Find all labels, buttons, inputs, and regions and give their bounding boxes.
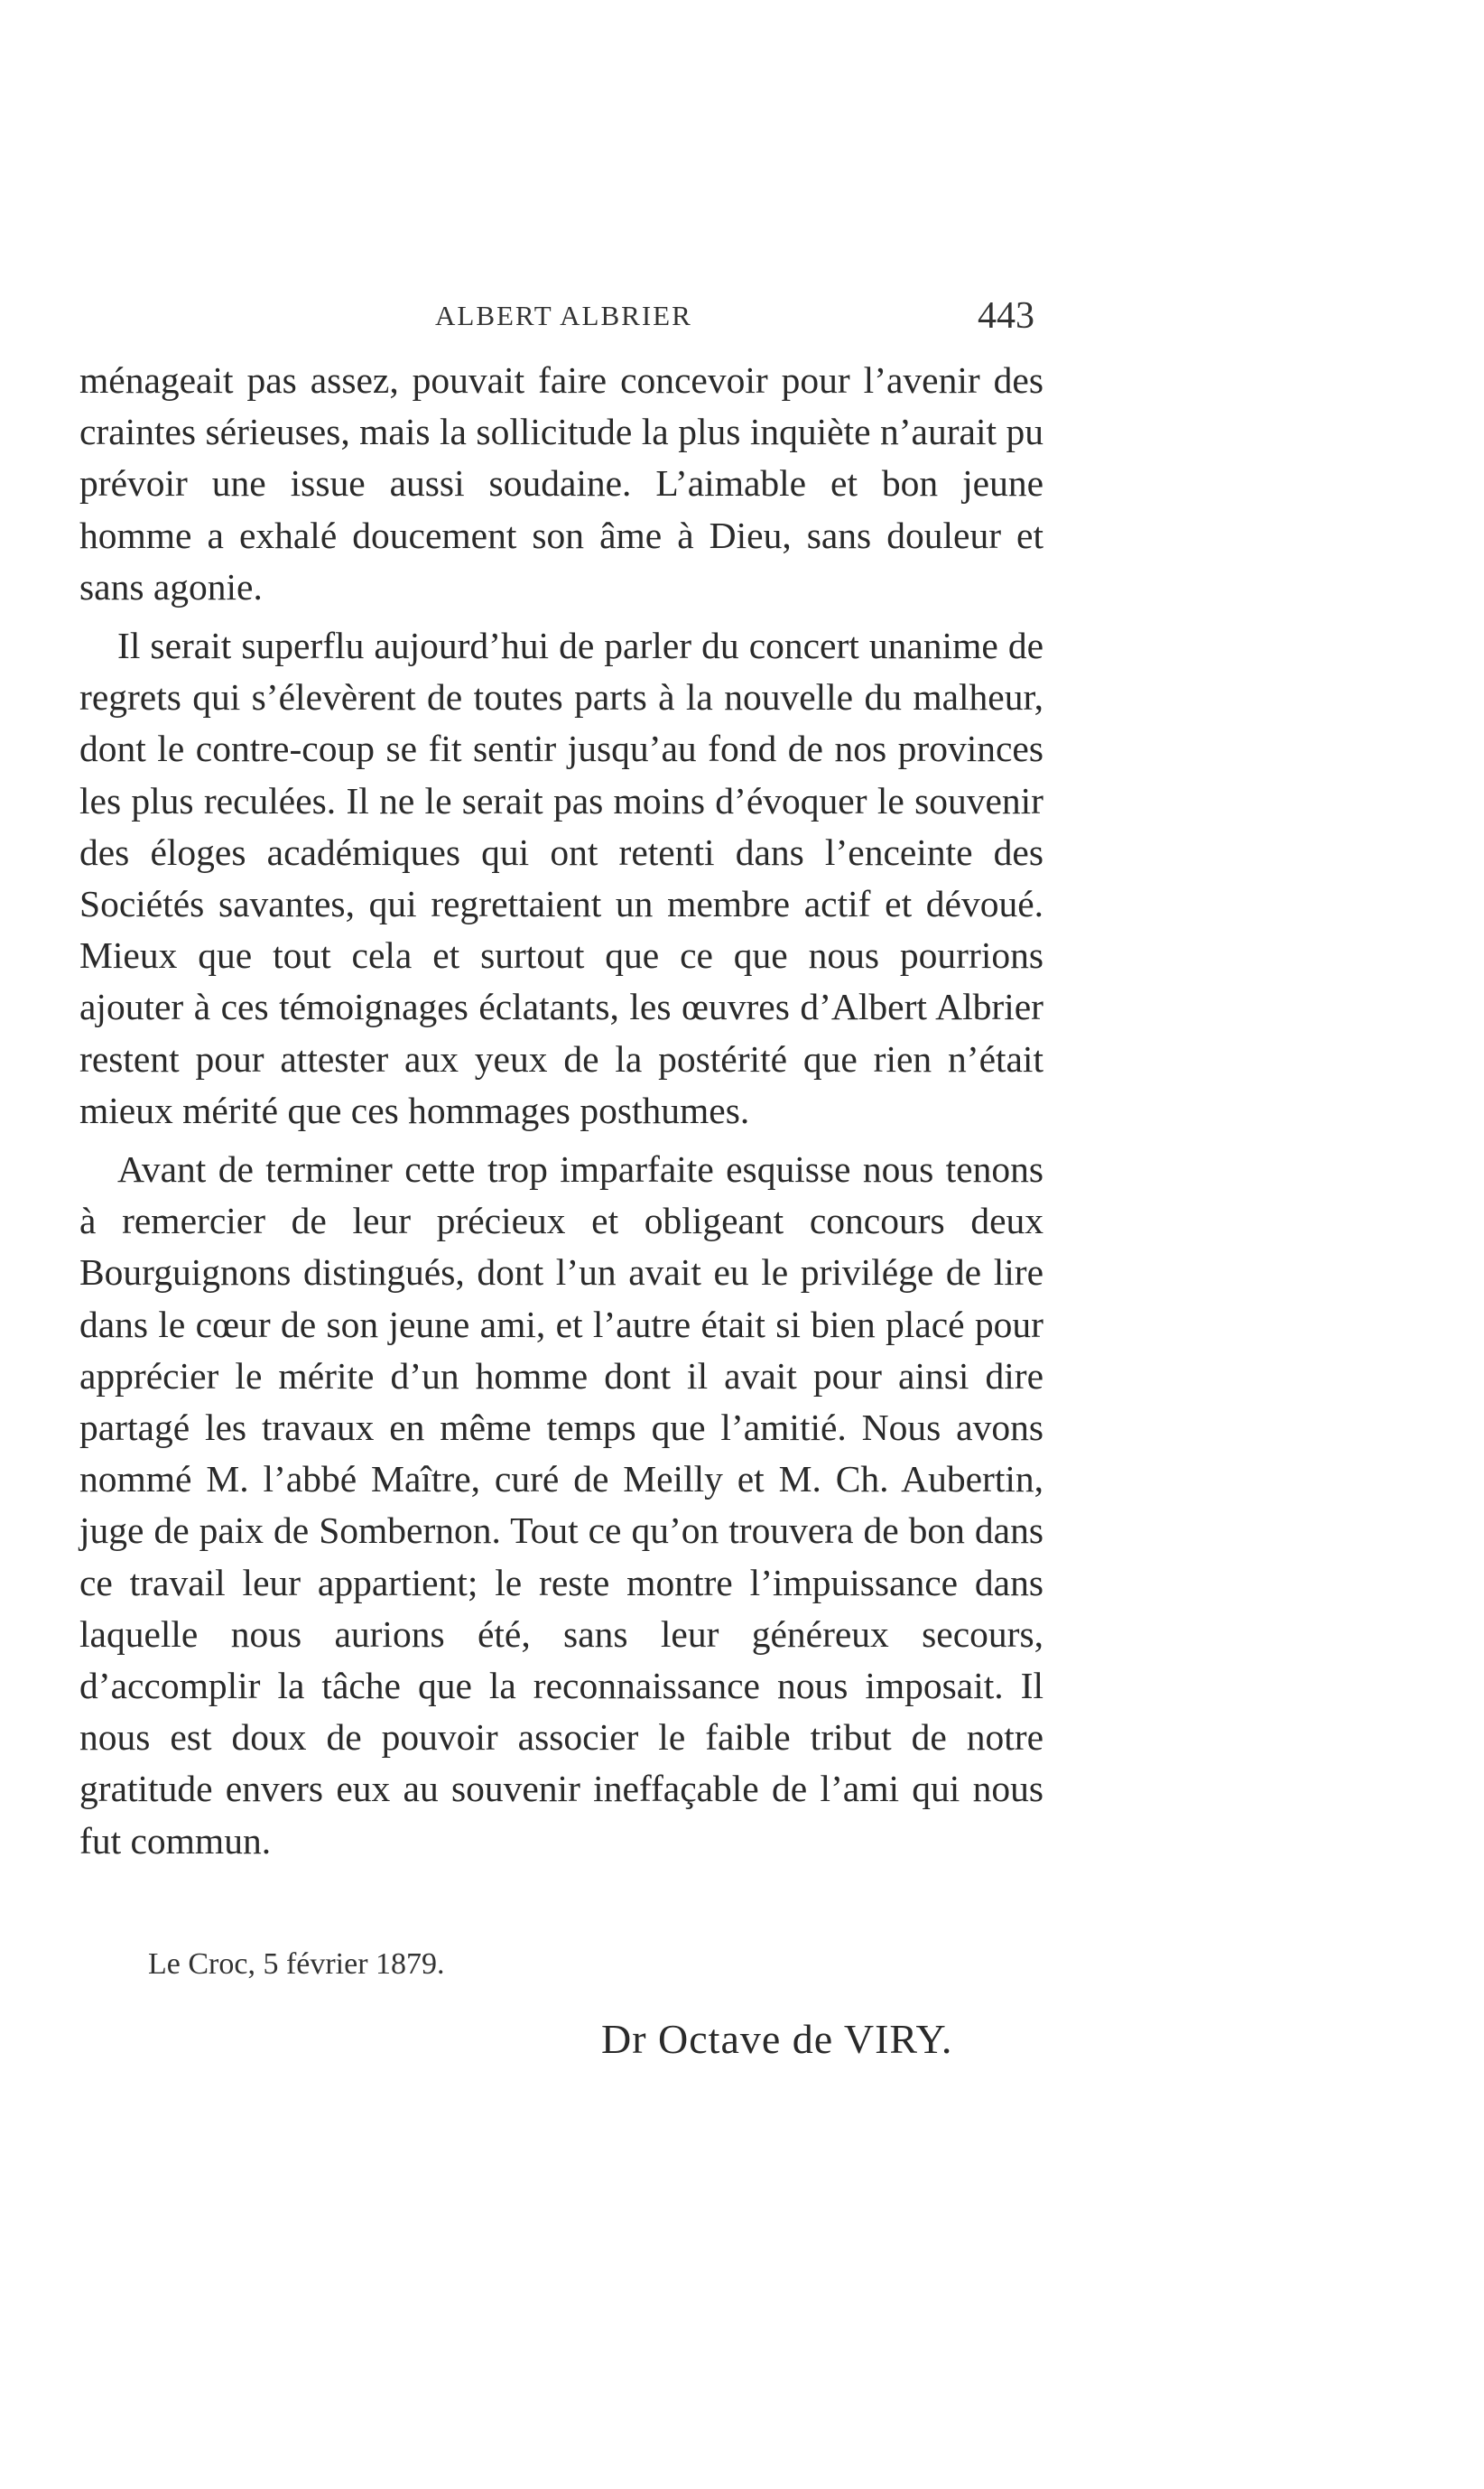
paragraph-continuation: ménageait pas assez, pouvait faire concevoir pour l’avenir des craintes sérieuses, mais la sollicitude la plus inquiète n’aurait pu prévoir une issue aussi soudaine. L’aimable et bon jeune homme a exhalé doucement son âme à Dieu, sans douleur et sans agonie. — [79, 359, 1043, 608]
running-head — [0, 294, 1484, 348]
paragraph-concert-of-regrets: Il serait superflu aujourd’hui de parler du concert unanime de regrets qui s’élevèrent de toutes parts à la nouvelle du malheur, dont le contre-coup se fit sentir jusqu’au fond de nos provinces les plus reculées. Il ne le serait pas moins d’évoquer le souvenir des éloges académiques qui ont retenti dans l’enceinte des Sociétés savantes, qui regrettaient un membre actif et dévoué. Mieux que tout cela et surtout que ce que nous pourrions ajouter à ces témoignages éclatants, les œuvres d’Albert Albrier restent pour attester aux yeux de la postérité que rien n’était mieux mérité que ces hommages posthumes. — [79, 625, 1043, 1131]
paragraph-acknowledgements: Avant de terminer cette trop imparfaite esquisse nous tenons à remercier de leur précieux et obligeant concours deux Bourguignons distingués, dont l’un avait eu le privilége de lire dans le cœur de son jeune ami, et l’autre était si bien placé pour apprécier le mérite d’un homme dont il avait pour ainsi dire partagé les travaux en même temps que l’amitié. Nous avons nommé M. l’abbé Maître, curé de Meilly et M. Ch. Aubertin, juge de paix de Sombernon. Tout ce qu’on trouvera de bon dans ce travail leur appartient; le reste montre l’impuissance dans laquelle nous aurions été, sans leur généreux secours, d’accomplir la tâche que la reconnaissance nous imposait. Il nous est doux de pouvoir associer le faible tribut de notre gratitude envers eux au souvenir ineffaçable de l’ami qui nous fut commun. — [79, 1148, 1043, 1862]
running-title: ALBERT ALBRIER — [435, 300, 692, 331]
author-signature: Dr Octave de VIRY. — [601, 2016, 953, 2062]
body-text — [79, 355, 1043, 1867]
dateline: Le Croc, 5 février 1879. — [148, 1947, 445, 1981]
page-number: 443 — [978, 295, 1034, 337]
